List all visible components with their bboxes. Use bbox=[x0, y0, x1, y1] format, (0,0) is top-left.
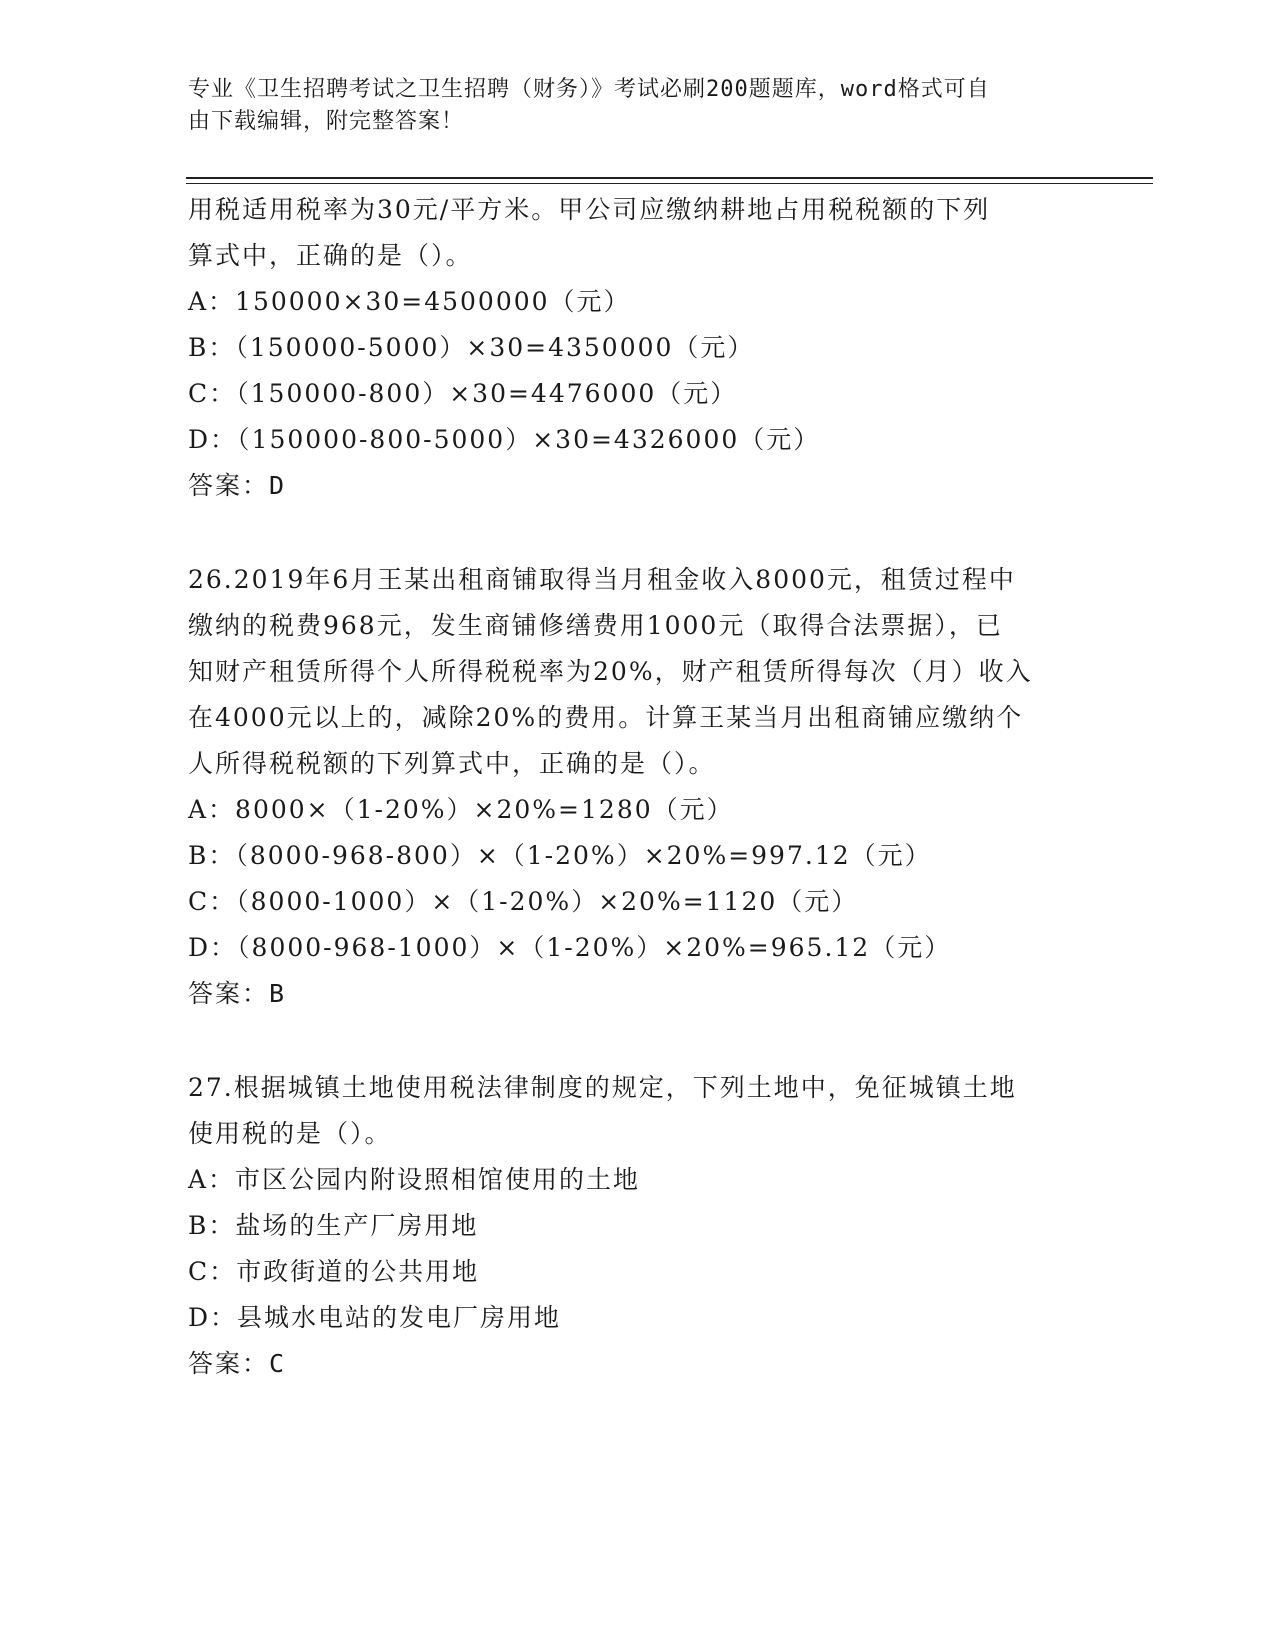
option-c: C：（8000-1000）×（1-20%）×20%=1120（元） bbox=[188, 887, 859, 916]
question-26 bbox=[188, 557, 1088, 1017]
question-stem-line: 26.2019年6月王某出租商铺取得当月租金收入8000元，租赁过程中 bbox=[188, 565, 1016, 594]
option-c: C：市政街道的公共用地 bbox=[188, 1257, 480, 1286]
answer-line bbox=[188, 971, 1088, 1017]
answer-label: 答案： bbox=[188, 1349, 270, 1378]
option-a: A：8000×（1-20%）×20%=1280（元） bbox=[188, 795, 734, 824]
answer-line bbox=[188, 1341, 1088, 1387]
question-spacer bbox=[188, 509, 1088, 557]
header-line-1: 专业《卫生招聘考试之卫生招聘（财务）》考试必刷200题题库，word格式可自 bbox=[188, 77, 990, 102]
option-b: B：盐场的生产厂房用地 bbox=[188, 1211, 479, 1240]
answer-value: D bbox=[269, 471, 287, 500]
header-divider-thick bbox=[186, 177, 1153, 179]
option-b: B：（150000-5000）×30=4350000（元） bbox=[188, 333, 755, 362]
question-spacer bbox=[188, 1017, 1088, 1065]
answer-value: C bbox=[269, 1349, 287, 1378]
question-list bbox=[188, 187, 1088, 1387]
option-b: B：（8000-968-800）×（1-20%）×20%=997.12（元） bbox=[188, 841, 932, 870]
header-divider-thin bbox=[186, 183, 1153, 184]
question-27 bbox=[188, 1065, 1088, 1387]
answer-line bbox=[188, 463, 1088, 509]
question-stem-line: 知财产租赁所得个人所得税税率为20%，财产租赁所得每次（月）收入 bbox=[188, 657, 1033, 686]
option-d: D：县城水电站的发电厂房用地 bbox=[188, 1303, 562, 1332]
option-a: A：市区公园内附设照相馆使用的土地 bbox=[188, 1165, 641, 1194]
option-a: A：150000×30=4500000（元） bbox=[188, 287, 631, 316]
answer-value: B bbox=[269, 979, 287, 1008]
question-stem-line: 算式中，正确的是（）。 bbox=[188, 241, 473, 270]
question-stem-line: 27.根据城镇土地使用税法律制度的规定，下列土地中，免征城镇土地 bbox=[188, 1073, 1017, 1102]
option-d: D：（150000-800-5000）×30=4326000（元） bbox=[188, 425, 821, 454]
question-stem-line: 人所得税税额的下列算式中，正确的是（）。 bbox=[188, 749, 716, 778]
document-header bbox=[188, 74, 1068, 138]
question-stem-line: 缴纳的税费968元，发生商铺修缮费用1000元（取得合法票据），已 bbox=[188, 611, 1003, 640]
option-d: D：（8000-968-1000）×（1-20%）×20%=965.12（元） bbox=[188, 933, 952, 962]
answer-label: 答案： bbox=[188, 979, 270, 1008]
option-c: C：（150000-800）×30=4476000（元） bbox=[188, 379, 738, 408]
header-line-2: 由下载编辑，附完整答案！ bbox=[188, 109, 465, 134]
answer-label: 答案： bbox=[188, 471, 270, 500]
question-stem-line: 在4000元以上的，减除20%的费用。计算王某当月出租商铺应缴纳个 bbox=[188, 703, 1024, 732]
question-stem-line: 使用税的是（）。 bbox=[188, 1119, 392, 1148]
question-stem-line: 用税适用税率为30元/平方米。甲公司应缴纳耕地占用税税额的下列 bbox=[188, 195, 991, 224]
question-25 bbox=[188, 187, 1088, 509]
